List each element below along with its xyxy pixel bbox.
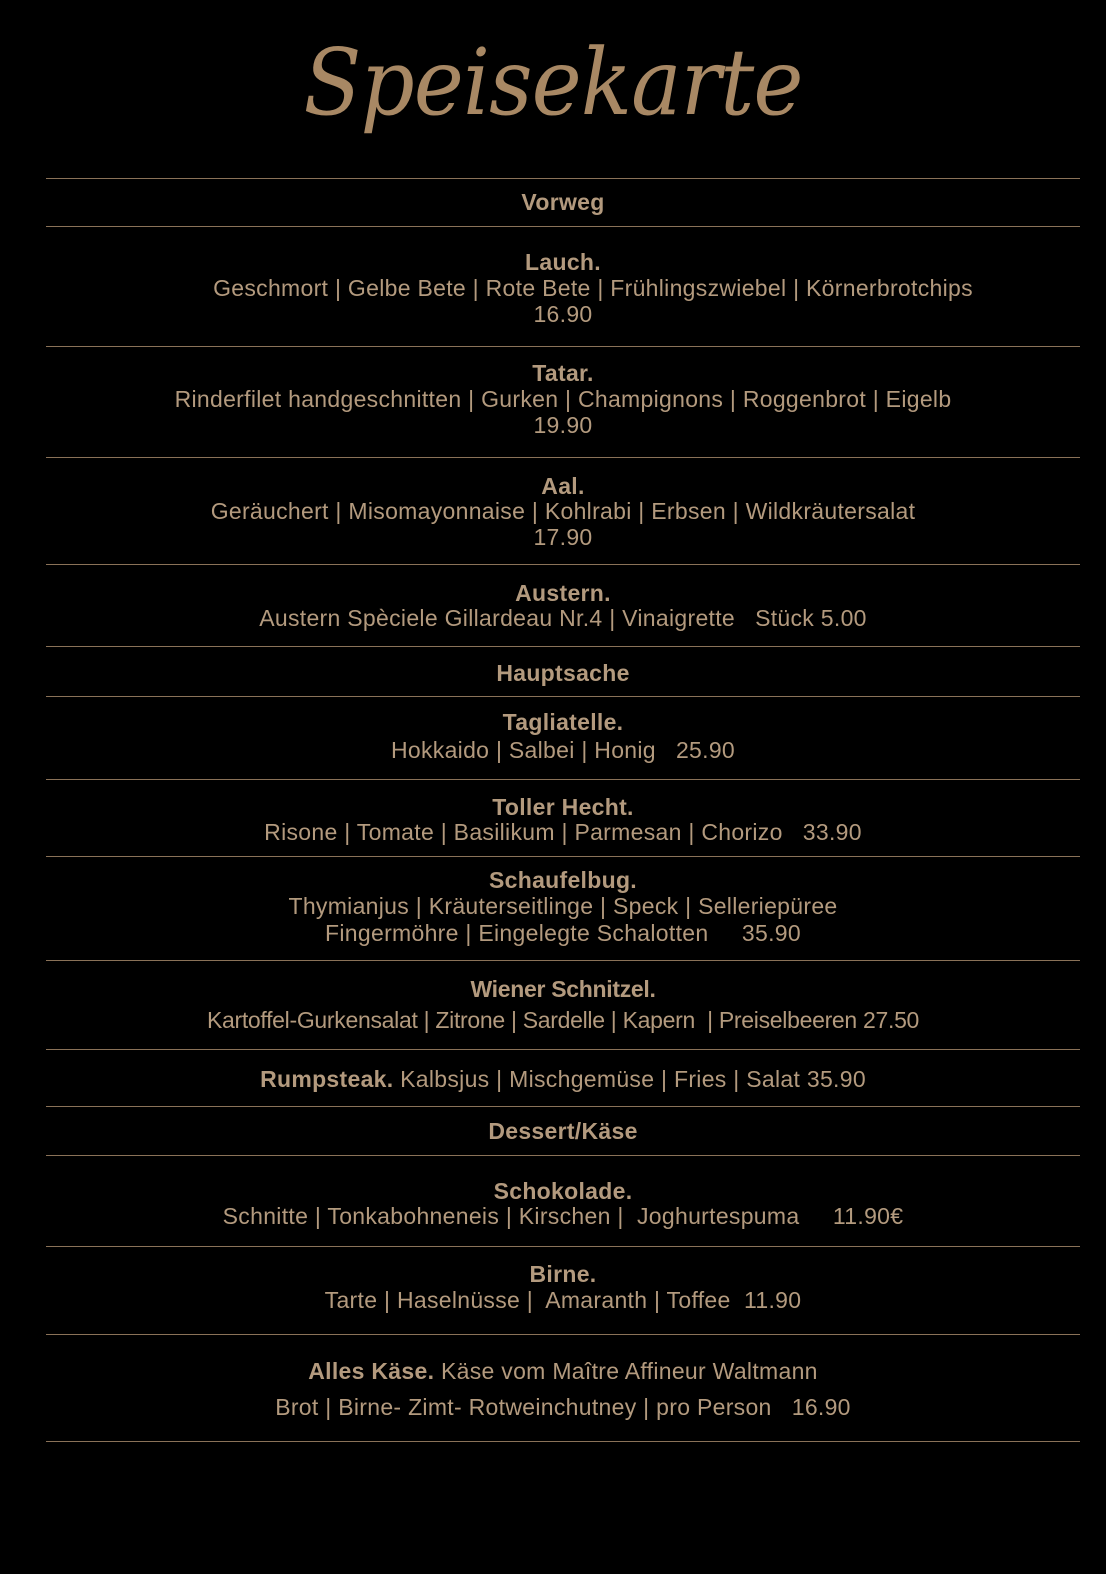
item-description: Risone | Tomate | Basilikum | Parmesan | Chorizo 33.90 xyxy=(264,819,862,845)
item-description: Käse vom Maître Affineur Waltmann xyxy=(434,1358,818,1384)
item-name: Tatar. xyxy=(532,360,594,386)
divider xyxy=(46,646,1080,647)
item-name: Austern. xyxy=(515,580,611,606)
divider xyxy=(46,696,1080,697)
item-description: Kartoffel-Gurkensalat | Zitrone | Sardelle | Kapern | Preiselbeeren 27.50 xyxy=(206,1007,920,1033)
divider xyxy=(46,346,1080,347)
menu-item-kaese xyxy=(46,1356,1080,1428)
menu-item-tagliatelle xyxy=(46,707,1080,763)
item-name: Alles Käse. xyxy=(308,1358,435,1384)
item-description: Geschmort | Gelbe Bete | Rote Bete | Frühlingszwiebel | Körnerbrotchips xyxy=(213,275,973,301)
divider xyxy=(46,1441,1080,1442)
divider xyxy=(46,1155,1080,1156)
item-price: 16.90 xyxy=(533,301,593,327)
menu-item-lauch xyxy=(46,249,1080,327)
section-label: Hauptsache xyxy=(496,660,630,686)
menu-item-schnitzel xyxy=(46,975,1080,1037)
item-description: Geräuchert | Misomayonnaise | Kohlrabi | Erbsen | Wildkräutersalat xyxy=(210,498,916,524)
item-name: Tagliatelle. xyxy=(502,709,624,735)
item-description: Austern Spèciele Gillardeau Nr.4 | Vinaigrette Stück 5.00 xyxy=(259,605,867,631)
item-description-2: Fingermöhre | Eingelegte Schalotten 35.90 xyxy=(325,920,801,946)
menu-item-rumpsteak xyxy=(46,1066,1080,1092)
item-name: Schokolade. xyxy=(493,1178,633,1204)
menu-item-austern xyxy=(46,581,1080,631)
menu-title: Speisekarte xyxy=(303,29,803,136)
section-label: Dessert/Käse xyxy=(488,1118,638,1144)
item-description: Schnitte | Tonkabohneneis | Kirschen | Joghurtespuma 11.90€ xyxy=(222,1203,904,1229)
section-heading-vorweg xyxy=(46,189,1080,215)
item-name: Toller Hecht. xyxy=(492,794,634,820)
divider xyxy=(46,457,1080,458)
divider xyxy=(46,1106,1080,1107)
item-name: Schaufelbug. xyxy=(488,867,637,893)
item-description-2: Brot | Birne- Zimt- Rotweinchutney | pro Person 16.90 xyxy=(275,1394,851,1420)
divider xyxy=(46,178,1080,179)
menu-item-schaufelbug xyxy=(46,868,1080,946)
item-name: Birne. xyxy=(529,1261,597,1287)
section-heading-dessert xyxy=(46,1118,1080,1144)
section-heading-hauptsache xyxy=(46,660,1080,686)
menu-item-birne xyxy=(46,1261,1080,1313)
divider xyxy=(46,960,1080,961)
item-price: 17.90 xyxy=(533,524,593,550)
menu-item-tatar xyxy=(46,360,1080,438)
item-description: Hokkaido | Salbei | Honig 25.90 xyxy=(390,737,736,763)
item-name: Aal. xyxy=(541,473,585,499)
section-label: Vorweg xyxy=(521,189,605,215)
item-line xyxy=(46,1356,1080,1386)
divider xyxy=(46,856,1080,857)
item-name: Wiener Schnitzel. xyxy=(470,976,656,1002)
item-description: Thymianjus | Kräuterseitlinge | Speck | Selleriepüree xyxy=(288,893,838,919)
item-price: 19.90 xyxy=(533,412,593,438)
divider xyxy=(46,1049,1080,1050)
divider xyxy=(46,1246,1080,1247)
divider xyxy=(46,779,1080,780)
item-line xyxy=(46,1066,1080,1092)
menu-item-aal xyxy=(46,474,1080,550)
item-name: Lauch. xyxy=(525,249,601,275)
menu-item-hecht xyxy=(46,795,1080,845)
divider xyxy=(46,1334,1080,1335)
divider xyxy=(46,226,1080,227)
menu-item-schokolade xyxy=(46,1179,1080,1229)
item-description: Kalbsjus | Mischgemüse | Fries | Salat 35.90 xyxy=(393,1066,866,1092)
divider xyxy=(46,564,1080,565)
item-description: Rinderfilet handgeschnitten | Gurken | Champignons | Roggenbrot | Eigelb xyxy=(174,386,952,412)
item-name: Rumpsteak. xyxy=(260,1066,394,1092)
item-description: Tarte | Haselnüsse | Amaranth | Toffee 11.90 xyxy=(324,1287,802,1313)
